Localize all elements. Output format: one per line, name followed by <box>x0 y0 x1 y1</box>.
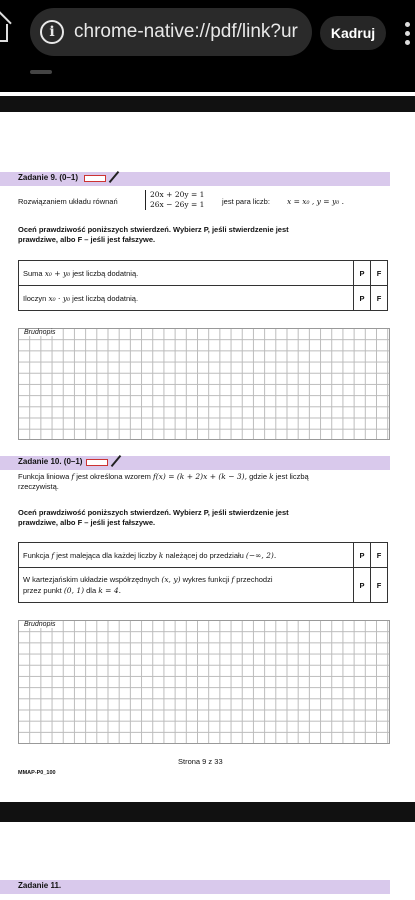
more-menu-icon[interactable] <box>405 22 411 46</box>
table-row <box>19 543 388 568</box>
page-separator <box>0 96 415 112</box>
scratchpad-grid <box>18 328 390 440</box>
answer-p-button[interactable]: P <box>354 568 371 603</box>
task-11-header: Zadanie 11. <box>0 880 390 894</box>
task-badge <box>84 175 106 182</box>
task-10-header: Zadanie 10. (0–1) <box>0 456 390 470</box>
scratchpad-label: Brudnopis <box>24 329 56 336</box>
url-bar[interactable] <box>30 8 312 56</box>
scratchpad-grid <box>18 620 390 744</box>
url-text: chrome-native://pdf/link?ur <box>74 21 298 42</box>
table-row <box>19 568 388 603</box>
task-9-intro: Rozwiązaniem układu równań <box>18 197 118 206</box>
task-9-intro-end: jest para liczb: <box>222 197 270 206</box>
task-9-table <box>18 260 388 311</box>
task-10-table <box>18 542 388 603</box>
statement-cell: Funkcja f jest malejąca dla każdej liczby k należącej do przedziału (−∞, 2). <box>19 543 354 568</box>
statement-cell: Suma x₀ + y₀ jest liczbą dodatnią. <box>19 261 354 286</box>
task-9-header: Zadanie 9. (0–1) <box>0 172 390 186</box>
answer-p-button[interactable]: P <box>354 261 371 286</box>
table-row <box>19 286 388 311</box>
kadruj-button[interactable]: Kadruj <box>320 16 386 50</box>
pdf-page-10 <box>0 822 415 900</box>
answer-p-button[interactable]: P <box>354 286 371 311</box>
info-icon[interactable]: i <box>40 20 64 44</box>
statement-cell: W kartezjańskim układzie współrzędnych (x, y) wykres funkcji f przechodzi przez punkt (0, 1) dla k = 4. <box>19 568 354 603</box>
task-10-intro: Funkcja liniowa f jest określona wzorem f(x) = (k + 2)x + (k − 3), gdzie k jest liczbą rzeczywistą. <box>18 472 309 491</box>
home-icon[interactable] <box>0 24 8 42</box>
answer-f-button[interactable]: F <box>371 286 388 311</box>
pdf-page-9 <box>0 112 415 810</box>
equation-system: 20x + 20y = 1 26x − 26y = 1 <box>145 190 204 210</box>
table-row <box>19 261 388 286</box>
answer-f-button[interactable]: F <box>371 261 388 286</box>
answer-f-button[interactable]: F <box>371 568 388 603</box>
scratchpad-label: Brudnopis <box>24 621 56 628</box>
task-9-instruction: Oceń prawdziwość poniższych stwierdzeń. Wybierz P, jeśli stwierdzenie jest prawdziwe, albo F – jeśli jest fałszywe. <box>18 225 289 244</box>
page-number: Strona 9 z 33 <box>178 757 223 766</box>
statement-cell: Iloczyn x₀ · y₀ jest liczbą dodatnią. <box>19 286 354 311</box>
toolbar-divider <box>30 70 52 74</box>
exam-code: MMAP-P0_100 <box>18 770 56 776</box>
task-10-instruction: Oceń prawdziwość poniższych stwierdzeń. Wybierz P, jeśli stwierdzenie jest prawdziwe, albo F – jeśli jest fałszywe. <box>18 508 289 527</box>
answer-f-button[interactable]: F <box>371 543 388 568</box>
browser-toolbar <box>0 0 415 92</box>
page-separator <box>0 802 415 822</box>
task-badge <box>86 459 108 466</box>
answer-p-button[interactable]: P <box>354 543 371 568</box>
task-9-solution: x = x₀ , y = y₀ . <box>287 197 344 206</box>
